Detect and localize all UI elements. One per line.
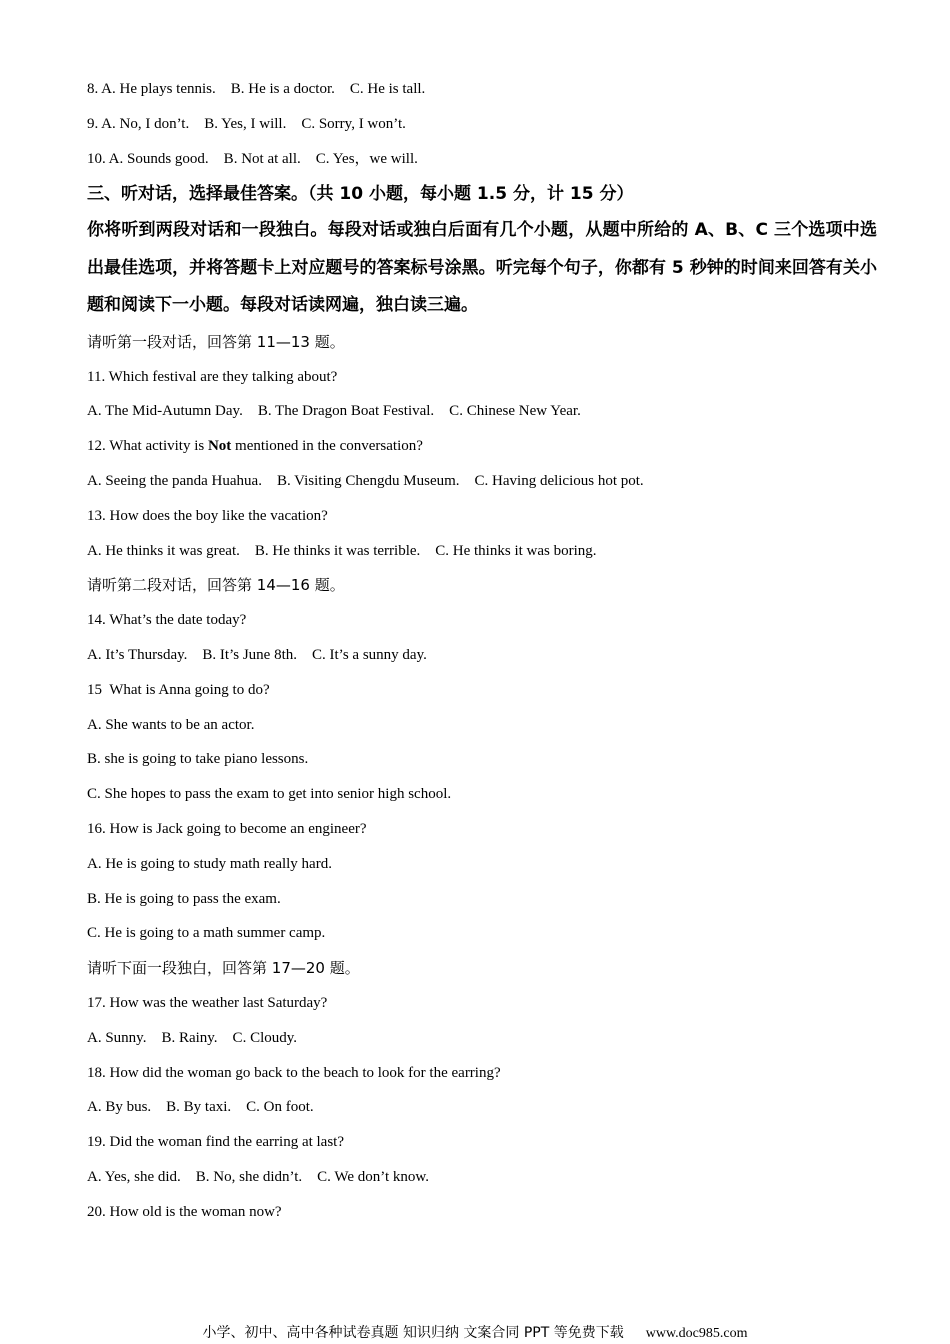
question-17: 17. How was the weather last Saturday? xyxy=(87,995,328,1012)
dialogue-2-intro: 请听第二段对话，回答第 14—16 题。 xyxy=(87,576,345,595)
monologue-intro: 请听下面一段独白，回答第 17—20 题。 xyxy=(87,959,360,978)
question-13: 13. How does the boy like the vacation? xyxy=(87,507,328,524)
question-18: 18. How did the woman go back to the beach to look for the earring? xyxy=(87,1064,501,1081)
question-12-prefix: 12. What activity is xyxy=(87,438,208,455)
question-15-option-b: B. she is going to take piano lessons. xyxy=(87,751,309,768)
question-16-option-a: A. He is going to study math really hard. xyxy=(87,855,332,872)
question-15: 15 What is Anna going to do? xyxy=(87,681,270,698)
question-10-options: 10. A. Sounds good. B. Not at all. C. Yes，we will. xyxy=(87,150,418,167)
question-20: 20. How old is the woman now? xyxy=(87,1203,282,1220)
question-16: 16. How is Jack going to become an engineer? xyxy=(87,821,367,838)
page-footer xyxy=(0,1322,950,1342)
question-15-option-c: C. She hopes to pass the exam to get into senior high school. xyxy=(87,786,452,803)
question-19-options: A. Yes, she did. B. No, she didn’t. C. We don’t know. xyxy=(87,1169,430,1186)
question-14-options: A. It’s Thursday. B. It’s June 8th. C. It’s a sunny day. xyxy=(87,647,427,664)
question-12-keyword: Not xyxy=(207,438,232,455)
question-15-option-a: A. She wants to be an actor. xyxy=(87,716,255,733)
question-16-option-c: C. He is going to a math summer camp. xyxy=(87,925,326,942)
dialogue-1-intro: 请听第一段对话，回答第 11—13 题。 xyxy=(87,332,345,351)
footer-text: 小学、初中、高中各种试卷真题 知识归纳 文案合同 PPT 等免费下载 xyxy=(202,1325,624,1341)
question-8-options: 8. A. He plays tennis. B. He is a doctor. C. He is tall. xyxy=(87,81,426,97)
question-14: 14. What’s the date today? xyxy=(87,612,247,629)
question-18-options: A. By bus. B. By taxi. C. On foot. xyxy=(87,1099,314,1116)
question-9-options: 9. A. No, I don’t. B. Yes, I will. C. Sorry, I won’t. xyxy=(87,115,406,132)
question-12-options: A. Seeing the panda Huahua. B. Visiting Chengdu Museum. C. Having delicious hot pot. xyxy=(87,473,644,490)
question-13-options: A. He thinks it was great. B. He thinks it was terrible. C. He thinks it was boring. xyxy=(87,542,597,559)
question-17-options: A. Sunny. B. Rainy. C. Cloudy. xyxy=(87,1029,298,1046)
question-12 xyxy=(87,429,877,464)
exam-page xyxy=(87,72,877,1230)
question-11: 11. Which festival are they talking about? xyxy=(87,368,338,385)
question-16-option-b: B. He is going to pass the exam. xyxy=(87,890,281,907)
question-19: 19. Did the woman find the earring at last? xyxy=(87,1134,345,1151)
footer-url[interactable]: www.doc985.com xyxy=(645,1326,748,1341)
section-3-heading: 三、听对话，选择最佳答案。（共 10 小题，每小题 1.5 分，计 15 分） xyxy=(87,184,634,205)
section-3-instructions: 你将听到两段对话和一段独白。每段对话或独白后面有几个小题，从题中所给的 A、B、C 三个选项中选出最佳选项，并将答题卡上对应题号的答案标号涂黑。听完每个句子，你都有 5 秒钟的时间来回答有关小题和阅读下一小题。每段对话读网遍，独白读三遍。 xyxy=(87,220,877,316)
question-11-options: A. The Mid-Autumn Day. B. The Dragon Boat Festival. C. Chinese New Year. xyxy=(87,403,581,420)
question-12-suffix: mentioned in the conversation? xyxy=(231,438,423,455)
